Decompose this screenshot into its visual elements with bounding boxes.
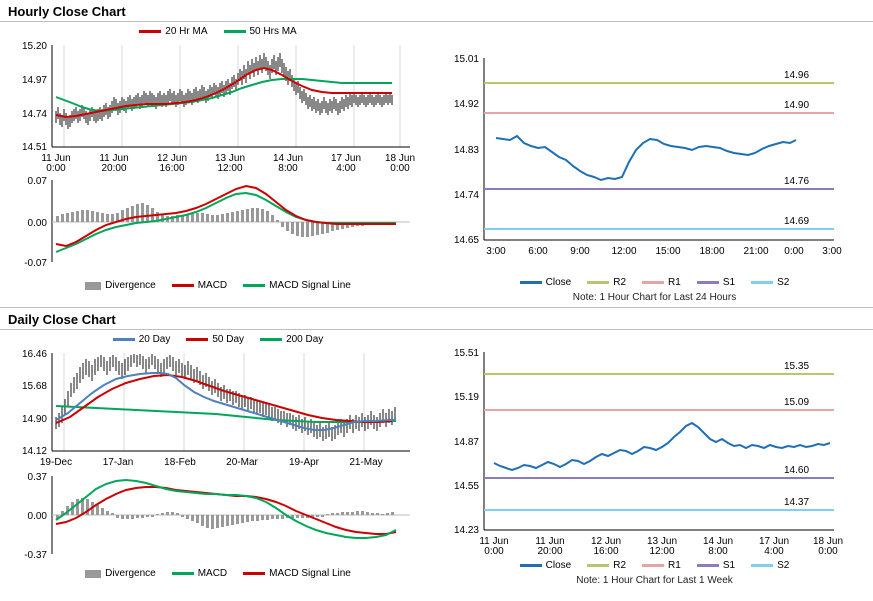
svg-text:0.07: 0.07 <box>27 176 47 187</box>
legend-item-close <box>520 277 572 288</box>
svg-text:14.87: 14.87 <box>453 437 479 448</box>
legend-item-50day <box>186 334 244 345</box>
legend-item-20day <box>113 334 171 345</box>
legend-item-50hr-ma <box>224 26 297 37</box>
svg-text:17 Jun: 17 Jun <box>330 153 362 164</box>
y-axis <box>454 54 484 246</box>
bar-swatch-icon <box>85 570 101 578</box>
svg-text:14.92: 14.92 <box>453 99 479 110</box>
svg-text:11 Jun: 11 Jun <box>99 153 129 164</box>
svg-text:14.12: 14.12 <box>21 446 47 457</box>
svg-text:21-May: 21-May <box>349 457 383 468</box>
svg-text:17-Jan: 17-Jan <box>102 457 134 468</box>
legend-item-close <box>520 560 572 571</box>
svg-text:-0.37: -0.37 <box>24 550 47 561</box>
svg-text:14.90: 14.90 <box>21 414 47 425</box>
daily-left-column <box>0 330 436 586</box>
svg-text:18 Jun: 18 Jun <box>384 153 416 164</box>
svg-text:18-Feb: 18-Feb <box>164 457 196 468</box>
svg-text:15.51: 15.51 <box>453 348 479 359</box>
legend-item-s1 <box>697 560 735 571</box>
svg-text:15.09: 15.09 <box>784 397 810 408</box>
svg-text:12 Jun: 12 Jun <box>156 153 188 164</box>
series-close <box>496 136 796 180</box>
daily-right-column <box>436 330 873 586</box>
svg-text:6:00: 6:00 <box>528 246 548 257</box>
svg-text:19-Dec: 19-Dec <box>39 457 73 468</box>
svg-text:16:00: 16:00 <box>159 163 185 172</box>
ohlc-bars <box>56 53 392 129</box>
line-swatch-icon <box>642 281 664 284</box>
legend-label: 20 Day <box>138 334 171 345</box>
series-close <box>494 423 830 470</box>
legend-label: 20 Hr MA <box>165 26 208 37</box>
line-swatch-icon <box>243 284 265 287</box>
hourly-levels-chart <box>436 22 873 277</box>
svg-text:11 Jun: 11 Jun <box>535 536 565 547</box>
legend-label: S1 <box>722 560 736 571</box>
legend-label: R1 <box>668 560 681 571</box>
line-swatch-icon <box>243 572 265 575</box>
svg-text:0:00: 0:00 <box>46 163 66 172</box>
svg-text:21:00: 21:00 <box>743 246 769 257</box>
legend-item-s2 <box>751 560 789 571</box>
svg-text:15:00: 15:00 <box>655 246 681 257</box>
svg-text:0:00: 0:00 <box>484 546 504 557</box>
line-swatch-icon <box>697 281 719 284</box>
svg-text:13 Jun: 13 Jun <box>214 153 246 164</box>
daily-price-chart <box>0 345 436 470</box>
legend-label: MACD <box>197 280 228 291</box>
legend-label: Divergence <box>105 568 156 579</box>
svg-text:-0.07: -0.07 <box>24 258 47 269</box>
legend-label: Divergence <box>105 280 156 291</box>
daily-price-svg <box>0 345 436 470</box>
series-200day <box>56 406 396 422</box>
svg-text:3:00: 3:00 <box>822 246 842 257</box>
svg-text:15.19: 15.19 <box>453 392 479 403</box>
line-swatch-icon <box>224 30 246 33</box>
svg-text:4:00: 4:00 <box>336 163 356 172</box>
legend-label: 200 Day <box>286 334 324 345</box>
legend-label: S2 <box>777 277 790 288</box>
svg-text:14 Jun: 14 Jun <box>702 536 734 547</box>
svg-text:15.68: 15.68 <box>21 381 47 392</box>
line-swatch-icon <box>520 281 542 284</box>
svg-text:0.37: 0.37 <box>27 472 47 483</box>
legend-item-200day <box>260 334 323 345</box>
legend-item-r2 <box>587 277 626 288</box>
line-swatch-icon <box>751 281 773 284</box>
hourly-section-title: Hourly Close Chart <box>8 4 126 19</box>
svg-text:14 Jun: 14 Jun <box>272 153 304 164</box>
legend-label: 50 Day <box>212 334 245 345</box>
line-swatch-icon <box>642 564 664 567</box>
legend-item-r1 <box>642 560 681 571</box>
daily-levels-note: Note: 1 Hour Chart for Last 1 Week <box>576 575 733 586</box>
legend-label: S2 <box>777 560 790 571</box>
svg-text:0:00: 0:00 <box>784 246 804 257</box>
line-swatch-icon <box>186 338 208 341</box>
svg-text:14.97: 14.97 <box>21 75 47 86</box>
svg-text:20-Mar: 20-Mar <box>226 457 258 468</box>
svg-text:0.00: 0.00 <box>27 218 47 229</box>
level-lines <box>484 361 834 510</box>
svg-text:15.20: 15.20 <box>21 41 47 52</box>
hourly-levels-legend <box>436 277 873 288</box>
x-axis <box>479 530 843 557</box>
svg-text:14.74: 14.74 <box>21 109 47 120</box>
legend-label: Close <box>545 560 572 571</box>
legend-label: MACD <box>197 568 228 579</box>
svg-text:16:00: 16:00 <box>593 546 619 557</box>
svg-text:18 Jun: 18 Jun <box>812 536 844 547</box>
svg-text:14.37: 14.37 <box>784 497 810 508</box>
svg-text:15.01: 15.01 <box>453 54 479 65</box>
svg-text:14.65: 14.65 <box>453 235 479 246</box>
hourly-levels-note: Note: 1 Hour Chart for Last 24 Hours <box>572 292 737 303</box>
x-axis-labels <box>40 457 383 468</box>
svg-text:14.76: 14.76 <box>784 176 810 187</box>
divergence-bars <box>56 203 394 237</box>
svg-text:14.51: 14.51 <box>21 142 47 153</box>
legend-label: R2 <box>613 277 627 288</box>
hourly-price-svg <box>0 37 436 172</box>
legend-item-s1 <box>697 277 735 288</box>
svg-text:20:00: 20:00 <box>101 163 127 172</box>
svg-text:14.55: 14.55 <box>453 481 479 492</box>
hourly-right-column <box>436 22 873 303</box>
daily-macd-svg <box>0 470 436 570</box>
line-swatch-icon <box>751 564 773 567</box>
x-axis <box>484 240 842 257</box>
divergence-bars <box>56 498 394 529</box>
line-swatch-icon <box>139 30 161 33</box>
hourly-price-chart <box>0 37 436 172</box>
svg-text:8:00: 8:00 <box>278 163 298 172</box>
svg-text:14.60: 14.60 <box>784 465 810 476</box>
svg-text:3:00: 3:00 <box>486 246 506 257</box>
svg-text:14.96: 14.96 <box>784 70 810 81</box>
svg-text:19-Apr: 19-Apr <box>288 457 320 468</box>
legend-label: R2 <box>613 560 627 571</box>
line-swatch-icon <box>697 564 719 567</box>
line-swatch-icon <box>587 564 609 567</box>
svg-text:11 Jun: 11 Jun <box>41 153 71 164</box>
hourly-panel-row <box>0 22 873 303</box>
svg-text:17 Jun: 17 Jun <box>758 536 790 547</box>
svg-text:14.90: 14.90 <box>784 100 810 111</box>
svg-text:8:00: 8:00 <box>708 546 728 557</box>
svg-text:18:00: 18:00 <box>699 246 725 257</box>
ohlc-bars <box>56 354 395 441</box>
hourly-macd-chart <box>0 172 436 282</box>
legend-item-r2 <box>587 560 626 571</box>
legend-label: Close <box>545 277 572 288</box>
daily-price-legend <box>0 334 436 345</box>
daily-levels-legend <box>436 560 873 571</box>
svg-text:0:00: 0:00 <box>390 163 410 172</box>
hourly-price-legend <box>0 26 436 37</box>
line-swatch-icon <box>172 284 194 287</box>
line-swatch-icon <box>520 564 542 567</box>
legend-item-r1 <box>642 277 681 288</box>
svg-text:13 Jun: 13 Jun <box>646 536 678 547</box>
svg-text:12:00: 12:00 <box>611 246 637 257</box>
hourly-left-column <box>0 22 436 303</box>
line-swatch-icon <box>260 338 282 341</box>
svg-text:12 Jun: 12 Jun <box>590 536 622 547</box>
legend-label: MACD Signal Line <box>269 280 351 291</box>
svg-text:11 Jun: 11 Jun <box>479 536 509 547</box>
svg-text:0.00: 0.00 <box>27 511 47 522</box>
svg-text:4:00: 4:00 <box>764 546 784 557</box>
svg-text:20:00: 20:00 <box>537 546 563 557</box>
svg-text:14.74: 14.74 <box>453 190 479 201</box>
svg-text:14.23: 14.23 <box>453 525 479 536</box>
daily-section-title: Daily Close Chart <box>8 312 116 327</box>
legend-item-20hr-ma <box>139 26 207 37</box>
line-swatch-icon <box>172 572 194 575</box>
svg-text:0:00: 0:00 <box>818 546 838 557</box>
svg-text:12:00: 12:00 <box>217 163 243 172</box>
level-lines <box>484 70 834 229</box>
daily-levels-chart <box>436 330 873 560</box>
legend-label: MACD Signal Line <box>269 568 351 579</box>
bar-swatch-icon <box>85 282 101 290</box>
legend-label: 50 Hrs MA <box>249 26 297 37</box>
svg-text:12:00: 12:00 <box>649 546 675 557</box>
svg-text:14.69: 14.69 <box>784 216 810 227</box>
svg-text:14.83: 14.83 <box>453 145 479 156</box>
hourly-levels-svg <box>436 22 873 277</box>
line-swatch-icon <box>587 281 609 284</box>
daily-levels-svg <box>436 330 873 560</box>
daily-panel-row <box>0 330 873 586</box>
legend-label: S1 <box>722 277 736 288</box>
svg-text:16.46: 16.46 <box>21 349 47 360</box>
y-axis <box>454 348 484 536</box>
legend-label: R1 <box>668 277 681 288</box>
svg-text:9:00: 9:00 <box>570 246 590 257</box>
svg-text:15.35: 15.35 <box>784 361 810 372</box>
legend-item-s2 <box>751 277 789 288</box>
x-axis-labels <box>41 153 415 172</box>
hourly-macd-svg <box>0 172 436 282</box>
line-swatch-icon <box>113 338 135 341</box>
daily-macd-chart <box>0 470 436 570</box>
